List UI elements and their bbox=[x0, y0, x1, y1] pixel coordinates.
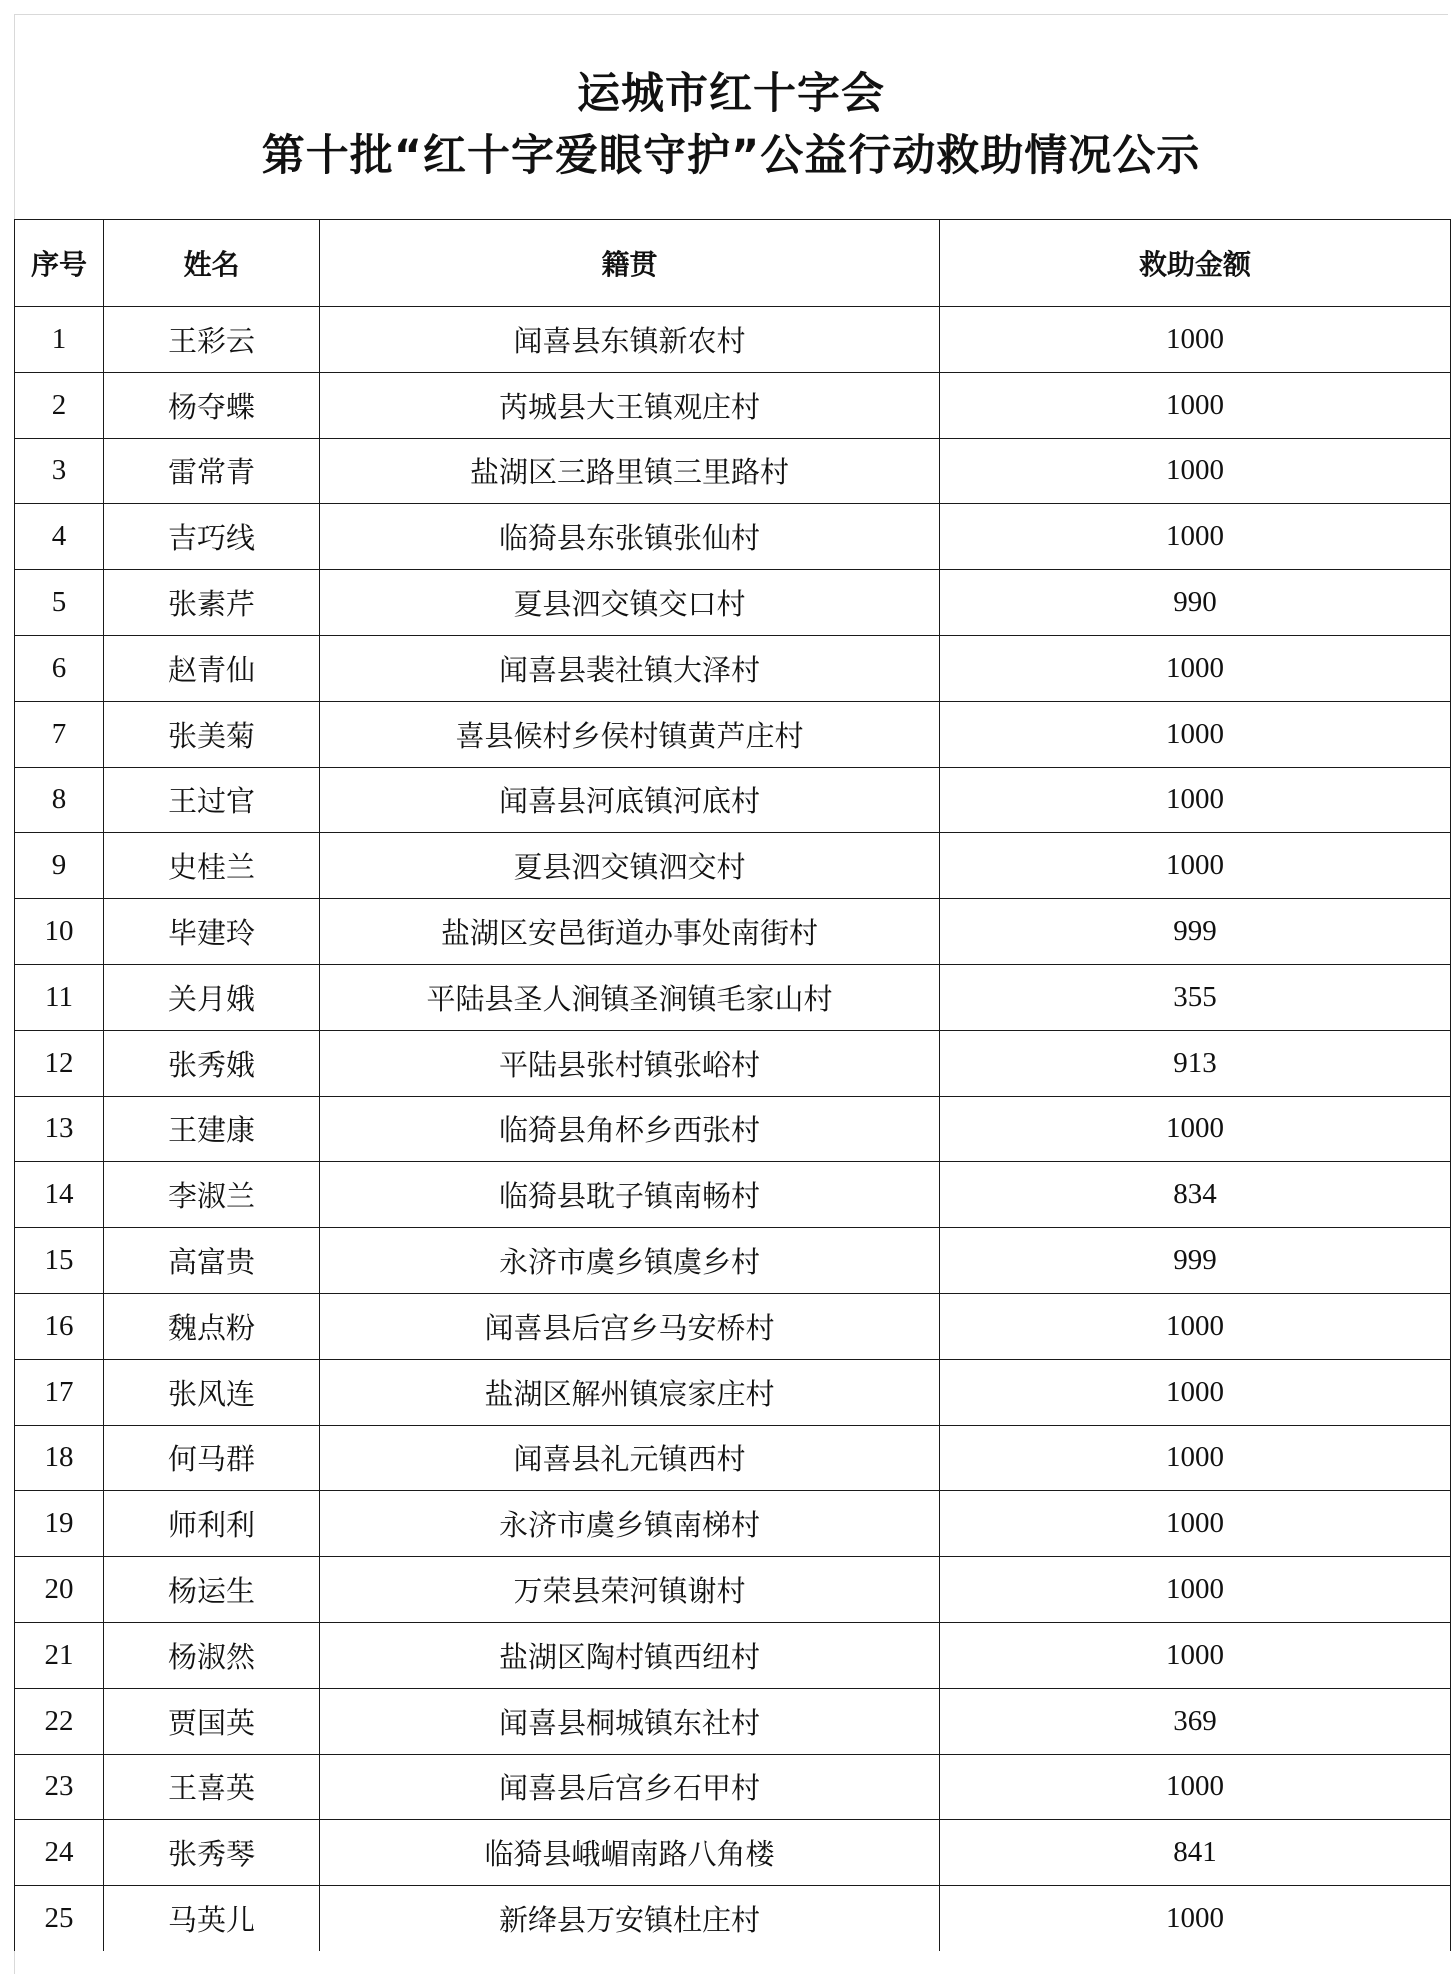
cell-native-place: 闻喜县后宫乡马安桥村 bbox=[320, 1293, 940, 1359]
cell-aid-amount: 1000 bbox=[940, 833, 1451, 899]
cell-native-place: 临猗县东张镇张仙村 bbox=[320, 504, 940, 570]
cell-aid-amount: 1000 bbox=[940, 1557, 1451, 1623]
cell-aid-amount: 1000 bbox=[940, 1886, 1451, 1951]
cell-name: 关月娥 bbox=[104, 964, 320, 1030]
cell-native-place: 盐湖区三路里镇三里路村 bbox=[320, 438, 940, 504]
cell-native-place: 平陆县圣人涧镇圣涧镇毛家山村 bbox=[320, 964, 940, 1030]
cell-name: 李淑兰 bbox=[104, 1162, 320, 1228]
cell-name: 马英儿 bbox=[104, 1886, 320, 1951]
cell-name: 王彩云 bbox=[104, 307, 320, 373]
cell-aid-amount: 1000 bbox=[940, 635, 1451, 701]
cell-aid-amount: 999 bbox=[940, 899, 1451, 965]
table-row bbox=[15, 1820, 1451, 1886]
table-row bbox=[15, 1491, 1451, 1557]
table-row bbox=[15, 438, 1451, 504]
cell-name: 吉巧线 bbox=[104, 504, 320, 570]
table-row bbox=[15, 570, 1451, 636]
cell-serial-number: 18 bbox=[15, 1425, 104, 1491]
table-row bbox=[15, 1162, 1451, 1228]
cell-native-place: 闻喜县后宫乡石甲村 bbox=[320, 1754, 940, 1820]
cell-aid-amount: 1000 bbox=[940, 1359, 1451, 1425]
cell-serial-number: 22 bbox=[15, 1688, 104, 1754]
cell-aid-amount: 355 bbox=[940, 964, 1451, 1030]
table-row bbox=[15, 1030, 1451, 1096]
cell-serial-number: 13 bbox=[15, 1096, 104, 1162]
cell-serial-number: 25 bbox=[15, 1886, 104, 1951]
cell-aid-amount: 1000 bbox=[940, 504, 1451, 570]
cell-name: 贾国英 bbox=[104, 1688, 320, 1754]
document-header bbox=[14, 14, 1448, 219]
cell-native-place: 临猗县耽子镇南畅村 bbox=[320, 1162, 940, 1228]
cell-name: 杨夺蝶 bbox=[104, 372, 320, 438]
cell-native-place: 临猗县峨嵋南路八角楼 bbox=[320, 1820, 940, 1886]
cell-name: 师利利 bbox=[104, 1491, 320, 1557]
table-row bbox=[15, 1754, 1451, 1820]
cell-serial-number: 9 bbox=[15, 833, 104, 899]
title-announcement: 第十批“红十字爱眼守护”公益行动救助情况公示 bbox=[261, 131, 1201, 181]
cell-serial-number: 16 bbox=[15, 1293, 104, 1359]
cell-name: 张风连 bbox=[104, 1359, 320, 1425]
cell-serial-number: 12 bbox=[15, 1030, 104, 1096]
table-row bbox=[15, 372, 1451, 438]
table-row bbox=[15, 1557, 1451, 1623]
cell-name: 杨淑然 bbox=[104, 1622, 320, 1688]
cell-name: 王建康 bbox=[104, 1096, 320, 1162]
table-row bbox=[15, 964, 1451, 1030]
cell-aid-amount: 1000 bbox=[940, 307, 1451, 373]
cell-serial-number: 19 bbox=[15, 1491, 104, 1557]
cell-aid-amount: 834 bbox=[940, 1162, 1451, 1228]
cell-name: 张秀娥 bbox=[104, 1030, 320, 1096]
cell-serial-number: 23 bbox=[15, 1754, 104, 1820]
cell-serial-number: 5 bbox=[15, 570, 104, 636]
cell-native-place: 万荣县荣河镇谢村 bbox=[320, 1557, 940, 1623]
cell-aid-amount: 1000 bbox=[940, 438, 1451, 504]
cell-serial-number: 17 bbox=[15, 1359, 104, 1425]
cell-name: 张秀琴 bbox=[104, 1820, 320, 1886]
cell-aid-amount: 1000 bbox=[940, 1293, 1451, 1359]
cell-name: 张素芹 bbox=[104, 570, 320, 636]
cell-serial-number: 1 bbox=[15, 307, 104, 373]
cell-name: 杨运生 bbox=[104, 1557, 320, 1623]
cell-native-place: 新绛县万安镇杜庄村 bbox=[320, 1886, 940, 1951]
cell-serial-number: 15 bbox=[15, 1228, 104, 1294]
cell-serial-number: 3 bbox=[15, 438, 104, 504]
cell-native-place: 闻喜县裴社镇大泽村 bbox=[320, 635, 940, 701]
cell-aid-amount: 1000 bbox=[940, 1491, 1451, 1557]
cell-name: 雷常青 bbox=[104, 438, 320, 504]
cell-native-place: 喜县候村乡侯村镇黄芦庄村 bbox=[320, 701, 940, 767]
cell-serial-number: 21 bbox=[15, 1622, 104, 1688]
cell-aid-amount: 1000 bbox=[940, 767, 1451, 833]
table-row bbox=[15, 1688, 1451, 1754]
cell-serial-number: 6 bbox=[15, 635, 104, 701]
table-row bbox=[15, 1886, 1451, 1951]
cell-aid-amount: 1000 bbox=[940, 1425, 1451, 1491]
header-native-place: 籍贯 bbox=[320, 220, 940, 307]
cell-aid-amount: 841 bbox=[940, 1820, 1451, 1886]
cell-native-place: 平陆县张村镇张峪村 bbox=[320, 1030, 940, 1096]
cell-native-place: 夏县泗交镇泗交村 bbox=[320, 833, 940, 899]
cell-name: 魏点粉 bbox=[104, 1293, 320, 1359]
table-row bbox=[15, 701, 1451, 767]
header-serial-number: 序号 bbox=[15, 220, 104, 307]
cell-aid-amount: 1000 bbox=[940, 701, 1451, 767]
cell-native-place: 临猗县角杯乡西张村 bbox=[320, 1096, 940, 1162]
cell-name: 高富贵 bbox=[104, 1228, 320, 1294]
cell-serial-number: 4 bbox=[15, 504, 104, 570]
cell-native-place: 盐湖区安邑街道办事处南街村 bbox=[320, 899, 940, 965]
cell-native-place: 闻喜县礼元镇西村 bbox=[320, 1425, 940, 1491]
header-aid-amount: 救助金额 bbox=[940, 220, 1451, 307]
table-row bbox=[15, 504, 1451, 570]
cell-native-place: 盐湖区陶村镇西纽村 bbox=[320, 1622, 940, 1688]
cell-name: 张美菊 bbox=[104, 701, 320, 767]
table-row bbox=[15, 899, 1451, 965]
cell-native-place: 芮城县大王镇观庄村 bbox=[320, 372, 940, 438]
cell-serial-number: 2 bbox=[15, 372, 104, 438]
table-row bbox=[15, 1425, 1451, 1491]
cell-aid-amount: 369 bbox=[940, 1688, 1451, 1754]
cell-name: 赵青仙 bbox=[104, 635, 320, 701]
table-row bbox=[15, 1622, 1451, 1688]
table-row bbox=[15, 767, 1451, 833]
cell-name: 毕建玲 bbox=[104, 899, 320, 965]
table-row bbox=[15, 1096, 1451, 1162]
cell-serial-number: 7 bbox=[15, 701, 104, 767]
table-body bbox=[15, 307, 1451, 1951]
cell-serial-number: 8 bbox=[15, 767, 104, 833]
table-row bbox=[15, 1228, 1451, 1294]
table-row bbox=[15, 1359, 1451, 1425]
cell-native-place: 永济市虞乡镇南梯村 bbox=[320, 1491, 940, 1557]
cell-name: 王过官 bbox=[104, 767, 320, 833]
cell-native-place: 永济市虞乡镇虞乡村 bbox=[320, 1228, 940, 1294]
cell-serial-number: 11 bbox=[15, 964, 104, 1030]
table-row bbox=[15, 635, 1451, 701]
cell-aid-amount: 1000 bbox=[940, 1096, 1451, 1162]
cell-aid-amount: 913 bbox=[940, 1030, 1451, 1096]
table-row bbox=[15, 1293, 1451, 1359]
cell-serial-number: 20 bbox=[15, 1557, 104, 1623]
cell-serial-number: 24 bbox=[15, 1820, 104, 1886]
cell-name: 史桂兰 bbox=[104, 833, 320, 899]
title-organization: 运城市红十字会 bbox=[577, 69, 885, 119]
cell-native-place: 闻喜县东镇新农村 bbox=[320, 307, 940, 373]
cell-aid-amount: 999 bbox=[940, 1228, 1451, 1294]
cell-aid-amount: 1000 bbox=[940, 1622, 1451, 1688]
cell-name: 何马群 bbox=[104, 1425, 320, 1491]
cell-native-place: 夏县泗交镇交口村 bbox=[320, 570, 940, 636]
cell-name: 王喜英 bbox=[104, 1754, 320, 1820]
table-header-row bbox=[15, 220, 1451, 307]
cell-aid-amount: 1000 bbox=[940, 372, 1451, 438]
aid-recipients-table bbox=[14, 219, 1451, 1951]
cell-native-place: 闻喜县河底镇河底村 bbox=[320, 767, 940, 833]
table-row bbox=[15, 307, 1451, 373]
cell-native-place: 闻喜县桐城镇东社村 bbox=[320, 1688, 940, 1754]
cell-serial-number: 14 bbox=[15, 1162, 104, 1228]
cell-serial-number: 10 bbox=[15, 899, 104, 965]
cell-native-place: 盐湖区解州镇宸家庄村 bbox=[320, 1359, 940, 1425]
cell-aid-amount: 990 bbox=[940, 570, 1451, 636]
table-row bbox=[15, 833, 1451, 899]
header-name: 姓名 bbox=[104, 220, 320, 307]
cell-aid-amount: 1000 bbox=[940, 1754, 1451, 1820]
